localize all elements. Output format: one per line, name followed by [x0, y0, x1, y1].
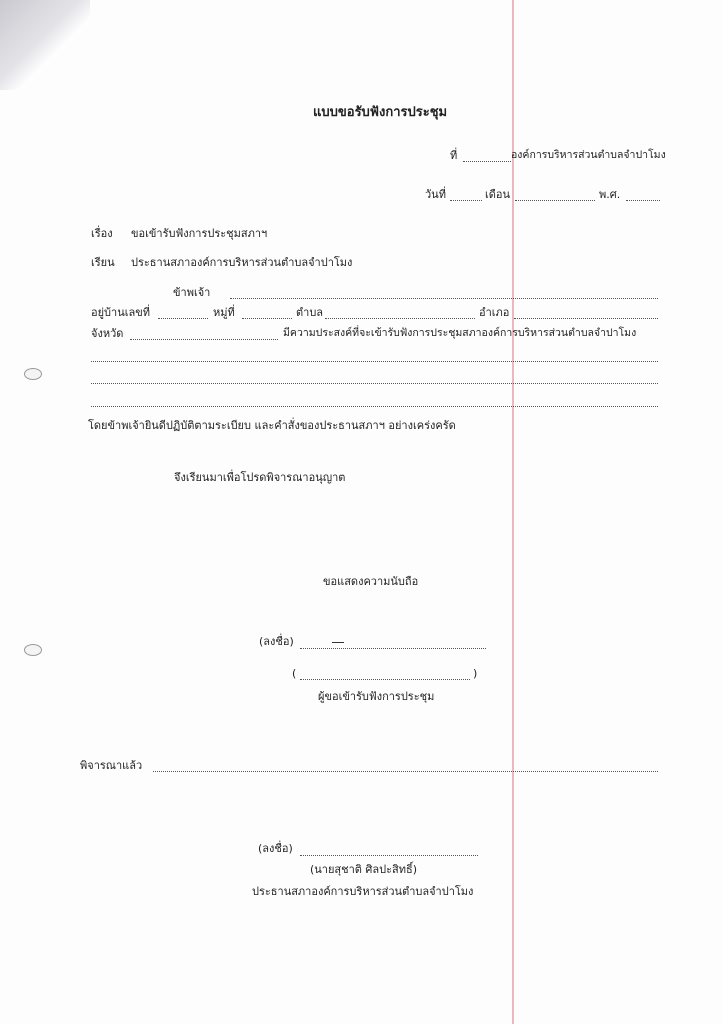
applicant-role: ผู้ขอเข้ารับฟังการประชุม	[318, 690, 435, 703]
tambon-field[interactable]	[325, 318, 475, 319]
moo-label: หมู่ที่	[213, 306, 235, 319]
at-value: องค์การบริหารส่วนตำบลจำปาโมง	[511, 149, 666, 161]
blank-line-2[interactable]	[91, 383, 658, 384]
punch-hole-top	[24, 368, 42, 380]
applicant-label: ข้าพเจ้า	[173, 286, 211, 299]
printed-name-field[interactable]	[300, 679, 470, 680]
chair-name: (นายสุชาติ ศิลปะสิทธิ์)	[310, 863, 418, 876]
province-field[interactable]	[130, 339, 278, 340]
paren-close: )	[473, 667, 478, 680]
amphoe-field[interactable]	[514, 318, 658, 319]
folded-corner	[0, 0, 90, 90]
blank-line-3[interactable]	[91, 406, 658, 407]
province-label: จังหวัด	[91, 327, 124, 340]
at-dots	[463, 161, 511, 162]
chair-title: ประธานสภาองค์การบริหารส่วนตำบลจำปาโมง	[252, 885, 474, 898]
house-no-label: อยู่บ้านเลขที่	[91, 306, 151, 319]
signature-mark	[332, 642, 344, 643]
purpose-text: มีความประสงค์ที่จะเข้ารับฟังการประชุมสภาองค์การบริหารส่วนตำบลจำปาโมง	[283, 327, 637, 339]
year-label: พ.ศ.	[599, 188, 621, 201]
date-label: วันที่	[425, 188, 446, 201]
sign-label: (ลงชื่อ)	[259, 635, 294, 648]
applicant-name-field[interactable]	[230, 298, 658, 299]
chair-sign-label: (ลงชื่อ)	[258, 842, 293, 855]
considered-label: พิจารณาแล้ว	[80, 759, 143, 772]
date-dots	[450, 200, 482, 201]
considered-field[interactable]	[153, 771, 658, 772]
agreement-text: โดยข้าพเจ้ายินดีปฏิบัติตามระเบียบ และคำสั่งของประธานสภาฯ อย่างเคร่งครัด	[88, 419, 456, 432]
at-label: ที่	[450, 149, 458, 162]
month-dots	[515, 200, 595, 201]
amphoe-label: อำเภอ	[479, 306, 510, 319]
request-text: จึงเรียนมาเพื่อโปรดพิจารณาอนุญาต	[174, 471, 346, 484]
moo-field[interactable]	[242, 318, 292, 319]
chair-signature-field[interactable]	[300, 855, 478, 856]
punch-hole-bottom	[24, 644, 42, 656]
signature-field[interactable]	[300, 648, 486, 649]
to-value: ประธานสภาองค์การบริหารส่วนตำบลจำปาโมง	[131, 256, 353, 269]
subject-value: ขอเข้ารับฟังการประชุมสภาฯ	[131, 227, 268, 240]
closing-text: ขอแสดงความนับถือ	[323, 575, 419, 588]
house-no-field[interactable]	[158, 318, 208, 319]
to-label: เรียน	[91, 256, 115, 269]
subject-label: เรื่อง	[91, 227, 113, 240]
month-label: เดือน	[485, 188, 511, 201]
tambon-label: ตำบล	[296, 306, 324, 319]
paren-open: (	[292, 667, 297, 680]
form-title: แบบขอรับฟังการประชุม	[313, 105, 448, 120]
blank-line-1[interactable]	[91, 361, 658, 362]
year-dots	[626, 200, 660, 201]
